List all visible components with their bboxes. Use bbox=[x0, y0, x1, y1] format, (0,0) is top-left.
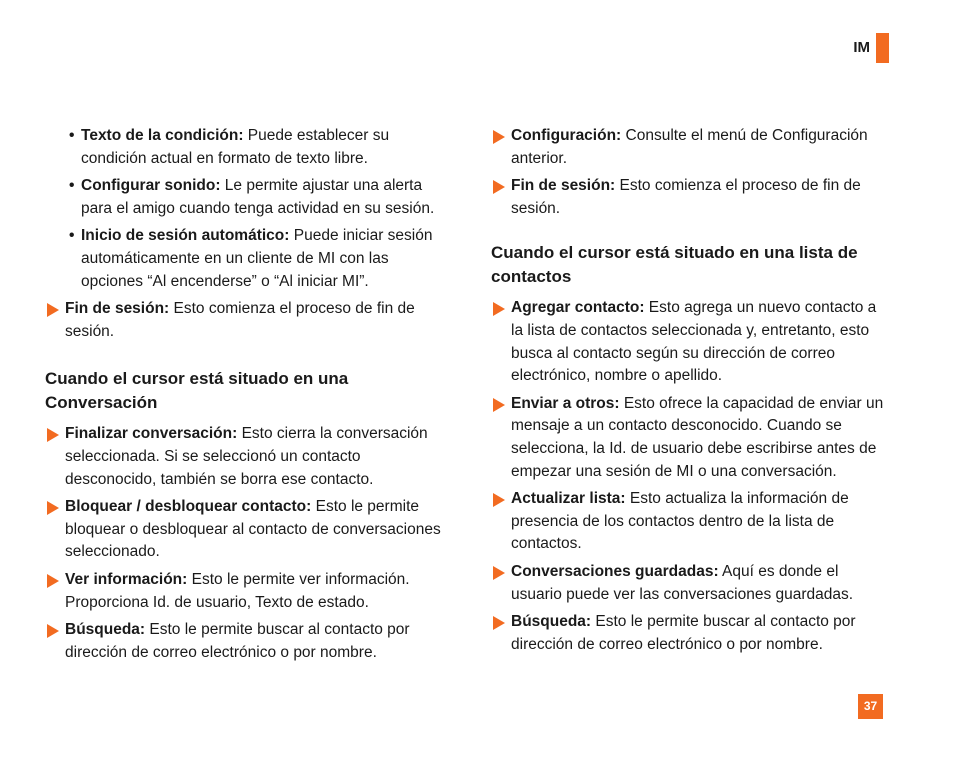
item-text: Esto le permite ver información. Proporciona Id. de usuario, Texto de estado. bbox=[65, 570, 410, 611]
list-item bbox=[491, 125, 891, 170]
item-text: Esto ofrece la capacidad de enviar un mensaje a un contacto desconocido. Cuando se selecciona, la Id. de usuario debe escribirse antes de empezar una sesión de MI o una conversación. bbox=[511, 394, 884, 480]
item-text: Esto actualiza la información de presencia de los contactos dentro de la lista de contactos. bbox=[511, 490, 849, 553]
triangle-arrow-icon bbox=[493, 302, 505, 316]
bullet-dot: • bbox=[69, 127, 75, 144]
item-term: Finalizar conversación: bbox=[65, 425, 238, 443]
list-item bbox=[45, 225, 445, 293]
item-text: Esto le permite bloquear o desbloquear al contacto de conversaciones seleccionado. bbox=[65, 498, 441, 561]
triangle-arrow-icon bbox=[47, 574, 59, 588]
triangle-arrow-icon bbox=[47, 501, 59, 515]
item-term: Bloquear / desbloquear contacto: bbox=[65, 498, 312, 516]
triangle-arrow-icon bbox=[493, 566, 505, 580]
triangle-arrow-icon bbox=[493, 398, 505, 412]
item-term: Fin de sesión: bbox=[65, 300, 170, 318]
item-term: Configurar sonido: bbox=[81, 177, 221, 195]
list-item bbox=[45, 125, 445, 170]
item-text: Puede iniciar sesión automáticamente en un cliente de MI con las opciones “Al encenderse” o “Al iniciar MI”. bbox=[81, 227, 433, 290]
list-item bbox=[491, 611, 891, 656]
triangle-arrow-icon bbox=[47, 303, 59, 317]
left-column bbox=[45, 125, 445, 669]
item-text: Esto le permite buscar al contacto por dirección de correo electrónico o por nombre. bbox=[65, 621, 410, 661]
bullet-dot: • bbox=[69, 227, 75, 245]
item-term: Configuración: bbox=[511, 127, 622, 144]
item-text: Le permite ajustar una alerta para el amigo cuando tenga actividad en su sesión. bbox=[81, 177, 435, 217]
item-term: Enviar a otros: bbox=[511, 394, 620, 412]
triangle-arrow-icon bbox=[47, 428, 59, 442]
triangle-arrow-icon bbox=[493, 180, 505, 194]
item-text: Esto agrega un nuevo contacto a la lista de contactos seleccionada y, entretanto, esto busca al contacto según su dirección de correo electrónico, nombre o apellido. bbox=[511, 299, 877, 385]
list-item bbox=[491, 393, 891, 483]
item-term: Agregar contacto: bbox=[511, 299, 645, 317]
list-item bbox=[45, 175, 445, 220]
list-item bbox=[491, 488, 891, 556]
item-text: Puede establecer su condición actual en formato de texto libre. bbox=[81, 127, 390, 167]
section-tab bbox=[853, 33, 889, 63]
item-term: Actualizar lista: bbox=[511, 490, 626, 508]
item-text: Esto cierra la conversación seleccionada. Si se seleccionó un contacto desconocido, también se borra ese contacto. bbox=[65, 425, 428, 488]
item-term: Ver información: bbox=[65, 570, 188, 588]
section-heading: Cuando el cursor está situado en una lista de contactos bbox=[491, 243, 858, 287]
list-item bbox=[491, 561, 891, 606]
triangle-arrow-icon bbox=[493, 493, 505, 507]
list-item bbox=[491, 175, 891, 220]
triangle-arrow-icon bbox=[493, 130, 505, 144]
triangle-arrow-icon bbox=[493, 616, 505, 630]
list-item bbox=[45, 569, 445, 614]
item-term: Fin de sesión: bbox=[511, 177, 616, 195]
item-text: Esto comienza el proceso de fin de sesión. bbox=[65, 300, 415, 340]
list-item bbox=[45, 496, 445, 564]
item-text: Esto le permite buscar al contacto por dirección de correo electrónico o por nombre. bbox=[511, 613, 856, 653]
item-text: Aquí es donde el usuario puede ver las conversaciones guardadas. bbox=[511, 562, 854, 603]
item-term: Búsqueda: bbox=[511, 613, 592, 631]
bullet-dot: • bbox=[69, 177, 75, 195]
list-item bbox=[45, 423, 445, 491]
list-item bbox=[45, 619, 445, 664]
item-text: Esto comienza el proceso de fin de sesión. bbox=[511, 177, 861, 217]
item-term: Búsqueda: bbox=[65, 621, 146, 639]
section-accent-bar bbox=[876, 33, 889, 63]
item-term: Conversaciones guardadas: bbox=[511, 562, 719, 580]
item-text: Consulte el menú de Configuración anterior. bbox=[511, 127, 868, 167]
section-heading: Cuando el cursor está situado en una Conversación bbox=[45, 369, 349, 413]
list-item bbox=[491, 297, 891, 387]
item-term: Inicio de sesión automático: bbox=[81, 227, 290, 245]
list-item bbox=[45, 298, 445, 343]
triangle-arrow-icon bbox=[47, 624, 59, 638]
section-label: IM bbox=[853, 39, 870, 56]
item-term: Texto de la condición: bbox=[81, 127, 244, 144]
page-number: 37 bbox=[858, 694, 883, 719]
right-column bbox=[491, 125, 891, 661]
